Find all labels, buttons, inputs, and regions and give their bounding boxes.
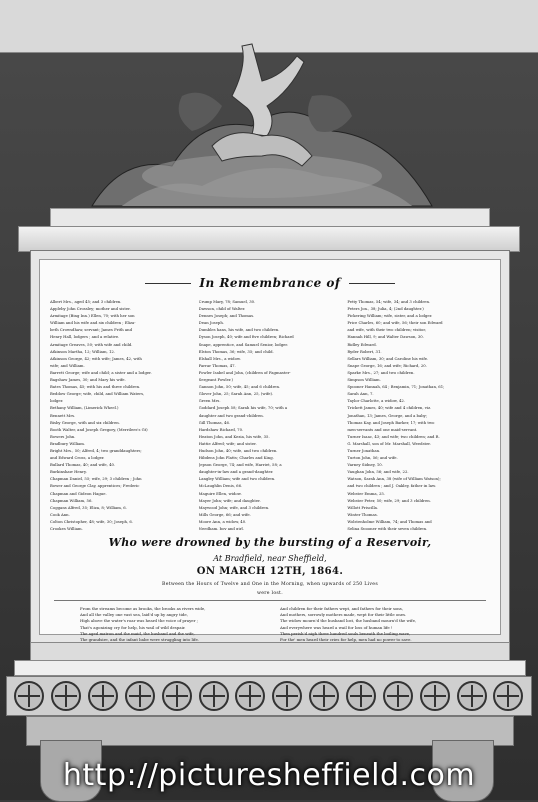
note-line-1: Between the Hours of Twelve and One in the Morning, when upwards of 250 Lives — [162, 582, 378, 587]
victim-entry: Snape George, 16; and wife; Richard, 20. — [347, 362, 427, 368]
watermark: http://picturesheffield.com — [62, 758, 476, 793]
victim-entry: Needham, boy and girl. — [198, 526, 244, 530]
victim-entry: Atkinson Martha, 12; William, 12. — [50, 348, 115, 354]
memorial-tablet — [30, 250, 510, 644]
pediment — [0, 0, 538, 230]
victim-entry: Petty Thomas, 54; wife, 34; and 3 children. — [347, 299, 431, 304]
poem-line: And all the valley one vast sea, laid'd up by angry tide, — [80, 612, 188, 618]
victim-entry: Hardshaw Richard, 70. — [198, 426, 244, 432]
victim-entry: Maywood John; wife, and 3 children. — [198, 504, 270, 510]
victims-columns — [50, 298, 490, 530]
rosette-ornament — [14, 681, 44, 711]
victim-entry: daughter and two grand-children. — [198, 412, 264, 418]
victim-entry: Dennes Joseph; and Thomas. — [198, 313, 255, 319]
victim-entry: beth Crowsdhaw, servant; James Frith and — [50, 327, 133, 333]
rosette-ornament — [162, 681, 192, 711]
rosette-ornament — [88, 681, 118, 711]
victim-entry: Taylor Charlotte, a widow, 42. — [347, 398, 406, 404]
victim-entry: Barrett George; wife and child; a sister and a lodger. — [50, 369, 152, 375]
victim-entry: Snape, apprentice, and Samuel Senior, lodger. — [198, 341, 288, 347]
rosette-ornament — [420, 681, 450, 711]
poem-line: The grandsire, and the infant babe were struggling into life. — [80, 637, 200, 643]
victim-entry: Chapman Daniel, 55; wife, 29; 3 children ; John — [50, 476, 142, 482]
victim-entry: Wolstenholme William, 74; and Thomas and — [347, 518, 432, 524]
rosette-ornament — [51, 681, 81, 711]
heading: In Remembrance of — [40, 276, 500, 290]
victim-entry: Moore Ann, a widow, 40. — [198, 518, 247, 524]
victim-entry: Atkinson George, 42; with wife; James, 42, with — [50, 355, 142, 361]
victim-entry: Sarah Ann, 7. — [347, 391, 374, 397]
victim-entry: Dumbles hans, his wife, and two children. — [198, 327, 280, 333]
victim-entry: Bethany William, (Limerick Wheel.) — [50, 405, 119, 411]
victim-entry: Sparke Mrs., 27; and two children. — [347, 369, 415, 375]
victim-entry: and two children ; and J. Oakley, father in law. — [347, 483, 437, 489]
victim-entry: Jonathan, 13; James, George, and a baby; — [347, 412, 428, 418]
victim-entry: daughter-in-law and a grand-daughter. — [198, 469, 274, 475]
victim-entry: Hudson John, 40; wife, and two children. — [198, 447, 278, 453]
poem-line: The widow mourn'd the husband lost, the husband mourn'd the wife, — [280, 618, 417, 624]
victim-entry: Hibdens John Platts; Charles and King. — [198, 455, 274, 461]
victim-entry: men-servants and one maid-servant. — [347, 426, 418, 432]
victim-entry: Glover John, 25; Sarah Ann, 25, (wife). — [198, 391, 274, 397]
victim-entry: Thomas Kay, and Joseph Barker, 17; with two — [347, 419, 435, 425]
victim-entry: Ryder Robert, 31. — [347, 348, 382, 354]
victim-entry: Colton Christopher, 48; wife, 30; Joseph, 6. — [50, 518, 134, 524]
victim-entry: Turner Jonathan. — [347, 447, 381, 453]
victim-entry: Armitage (Bing Inn.) Ellen, 70; with her son — [50, 313, 135, 319]
poem-left-stanza — [80, 606, 260, 643]
victim-entry: Gannon John, 50; wife, 45; and 6 children. — [198, 384, 281, 390]
victim-entry: Gill Thomas, 46. — [198, 419, 231, 425]
victim-entry: Armitage Greaves, 50; with wife and child. — [50, 341, 133, 347]
victim-entry: Heaton John, and Kezia, his wife, 35. — [198, 433, 270, 439]
rosette-ornament — [125, 681, 155, 711]
victim-entry: Bagshaw James, 30; and Mary his wife. — [50, 377, 126, 383]
victim-entry: Simpson William. — [347, 377, 381, 383]
victim-entry: Bradbury William. — [50, 440, 86, 446]
poem-right-stanza — [280, 606, 460, 643]
victim-entry: Mayer John; wife; and daughter. — [198, 497, 261, 503]
victim-entry: Henry Hall, lodgers ; and a relative. — [50, 334, 120, 340]
plinth-upper — [30, 642, 510, 662]
victim-entry: Vaughan John, 56; and wife, 22. — [347, 469, 409, 475]
victim-entry: Peters Jon., 38; Julia, 4; (2nd daughter.) — [347, 306, 424, 312]
plinth-lower — [14, 660, 526, 676]
victim-entry: Hannah Hill, 9; and Walter Dawson, 30. — [347, 334, 424, 340]
victim-entry: and Edward Cross, a lodger. — [50, 455, 105, 461]
victim-entry: Mills George, 66; and wife. — [198, 511, 251, 517]
victim-entry: Coggans Alfred, 35; Eliza, 8; William, 6. — [50, 504, 127, 510]
poem-line: From the streams become as brooks, the brooks as rivers wide, — [80, 606, 206, 611]
victim-entry: Ridley Edward. — [347, 341, 377, 347]
victim-entry: Bullard Thomas, 40; and wife, 40. — [50, 462, 116, 468]
victim-entry: Webster Peter, 50; wife, 29; and 3 children. — [347, 497, 431, 503]
poem-line: The aged matron and the maid, the husband and the wife, — [80, 630, 195, 636]
rosette-ornament — [199, 681, 229, 711]
tablet-frame — [39, 259, 501, 643]
victim-entry: Burkinshaw Henry. — [50, 469, 87, 475]
victim-entry: Spooner Hannah, 64 ; Benjamin, 71; Jonathan, 61; — [347, 384, 445, 390]
victim-entry: Turner Isaac, 43; and wife; two children; and R. — [347, 433, 440, 439]
poem-line: And everywhere was heard a wail for loss of human life ! — [280, 624, 393, 630]
victim-entry: Bower and George Clay, apprentices; Frederic — [50, 483, 140, 489]
victim-entry: G. Marshall, son of Mr. Marshall, Weedster. — [347, 440, 431, 446]
victim-entry: Elston Thomas, 36; wife, 35; and child. — [198, 348, 274, 354]
victim-entry: Chapman William, 56. — [50, 497, 93, 503]
victim-entry: Dean Joseph. — [198, 320, 224, 326]
victim-entry: Jepson George, 74; and wife, Harriet, 58; a — [198, 462, 282, 468]
victim-entry: Cook Ann. — [50, 511, 70, 517]
victim-entry: Bowers John. — [50, 433, 76, 439]
cornice — [18, 226, 520, 252]
date: ON MARCH 12TH, 1864. — [196, 566, 344, 577]
victim-entry: and wife, with their two children; visitor, — [347, 327, 426, 333]
victim-entry: Bright Mrs., 50; Alfred, 4; two granddaughters; — [50, 447, 142, 453]
poem-line: And children for their fathers wept, and fathers for their sons, — [280, 606, 404, 611]
victim-entry: wife; and William. — [50, 362, 85, 368]
poem-line: That's agonizing cry for help, his wail of wild despair. — [80, 624, 186, 630]
victim-entry: Trickett James, 40; wife and 4 children, viz. — [347, 405, 432, 411]
victim-entry: Elshall Mrs., a widow. — [198, 355, 241, 361]
victim-entry: Watson, Sarah Ann, 38 (wife of William Watson); — [347, 476, 441, 482]
victim-entry: Willott Priscilla. — [347, 504, 379, 510]
victim-entry: Bennett Mrs. — [50, 412, 76, 418]
victim-entry: William and his wife and six children ; Eliza- — [50, 320, 136, 326]
victim-entry: Appleby John Crossley; mother and sister. — [50, 306, 131, 312]
victim-entry: Bates Thomas, 45; with his and three children. — [50, 384, 141, 390]
flood-sculpture-image — [62, 36, 462, 216]
upper-ledge — [50, 208, 490, 228]
poem-line: High above the water's roar was heard the voice of prayer ; — [80, 618, 198, 624]
victim-entry: Beddow George; wife, child, and William Waters, — [50, 391, 145, 397]
victims-column-1 — [50, 298, 193, 530]
victim-entry: Turton John, 56; and wife. — [347, 455, 398, 461]
victim-entry: Sellars William, 30; and Caroline his wife. — [347, 355, 429, 361]
rosette-ornament — [457, 681, 487, 711]
victim-entry: Price Charles, 60; and wife, 56; their son Edward — [347, 320, 443, 326]
rosette-ornament — [383, 681, 413, 711]
victim-entry: Langley William; wife and two children. — [198, 476, 276, 482]
victim-entry: Crump Mary, 78; Samuel, 30. — [198, 299, 256, 304]
victim-entry: lodger. — [50, 398, 64, 404]
victim-entry: Varney Sidney, 10. — [347, 462, 383, 468]
victim-entry: Selina Spooner with their seven children. — [347, 526, 428, 530]
subtitle: Who were drowned by the bursting of a Reservoir, — [108, 536, 432, 549]
victim-entry: Farrar Thomas, 47. — [198, 362, 236, 368]
victim-entry: Albert Mrs., aged 45; and 3 children. — [50, 299, 122, 304]
victim-entry: Hattie Alfred; wife; and sister. — [198, 440, 257, 446]
victim-entry: Fowler Isabel and John, (children of Fagmaster- — [198, 369, 291, 375]
poem — [80, 606, 460, 643]
victim-entry: Webster Emma, 25. — [347, 490, 386, 496]
poem-line: And mothers, sorrowly mothers made, wept for their little ones. — [280, 612, 407, 618]
rosette-ornament — [346, 681, 376, 711]
victim-entry: McLaughlin Denis, 66. — [198, 483, 243, 489]
poem-line: Then perish'd nigh three hundred souls beneath the boiling wave, — [280, 630, 411, 636]
rosette-ornament — [309, 681, 339, 711]
poem-line: For the' men heard their cries for help, men had no power to save. — [280, 637, 412, 643]
victims-column-2 — [199, 298, 342, 530]
victims-column-3 — [347, 298, 490, 530]
rosette-ornament — [272, 681, 302, 711]
rosette-ornament — [235, 681, 265, 711]
rosette-ornament — [493, 681, 523, 711]
divider — [54, 600, 486, 601]
victim-entry: Chapman and Gideon Hague. — [50, 490, 107, 496]
victim-entry: Winter Thomas. — [347, 511, 378, 517]
victim-entry: Crookes William. — [50, 526, 83, 530]
location: At Bradfield, near Sheffield, — [213, 554, 327, 563]
rosette-frieze — [6, 676, 532, 716]
victim-entry: Dyson Joseph, 40; wife and five children; Richard — [198, 334, 294, 340]
victim-entry: Booth Walter, and Joseph Gregory, (Merrilees's Gt) — [50, 426, 148, 432]
note-line-2: were lost. — [257, 591, 283, 596]
victim-entry: Maguire Ellen, widow. — [198, 490, 242, 496]
victim-entry: Goddard Joseph 58; Sarah his wife, 70; with a — [198, 405, 288, 411]
victim-entry: Sergeant Fowler.) — [198, 377, 233, 383]
victim-entry: Pickering William; wife, sister, and a lodger. — [347, 313, 433, 319]
victim-entry: Bisby George, with and six children. — [50, 419, 120, 425]
victim-entry: Dawson, child of Walter. — [198, 306, 246, 312]
victim-entry: Green Mrs. — [198, 398, 221, 404]
